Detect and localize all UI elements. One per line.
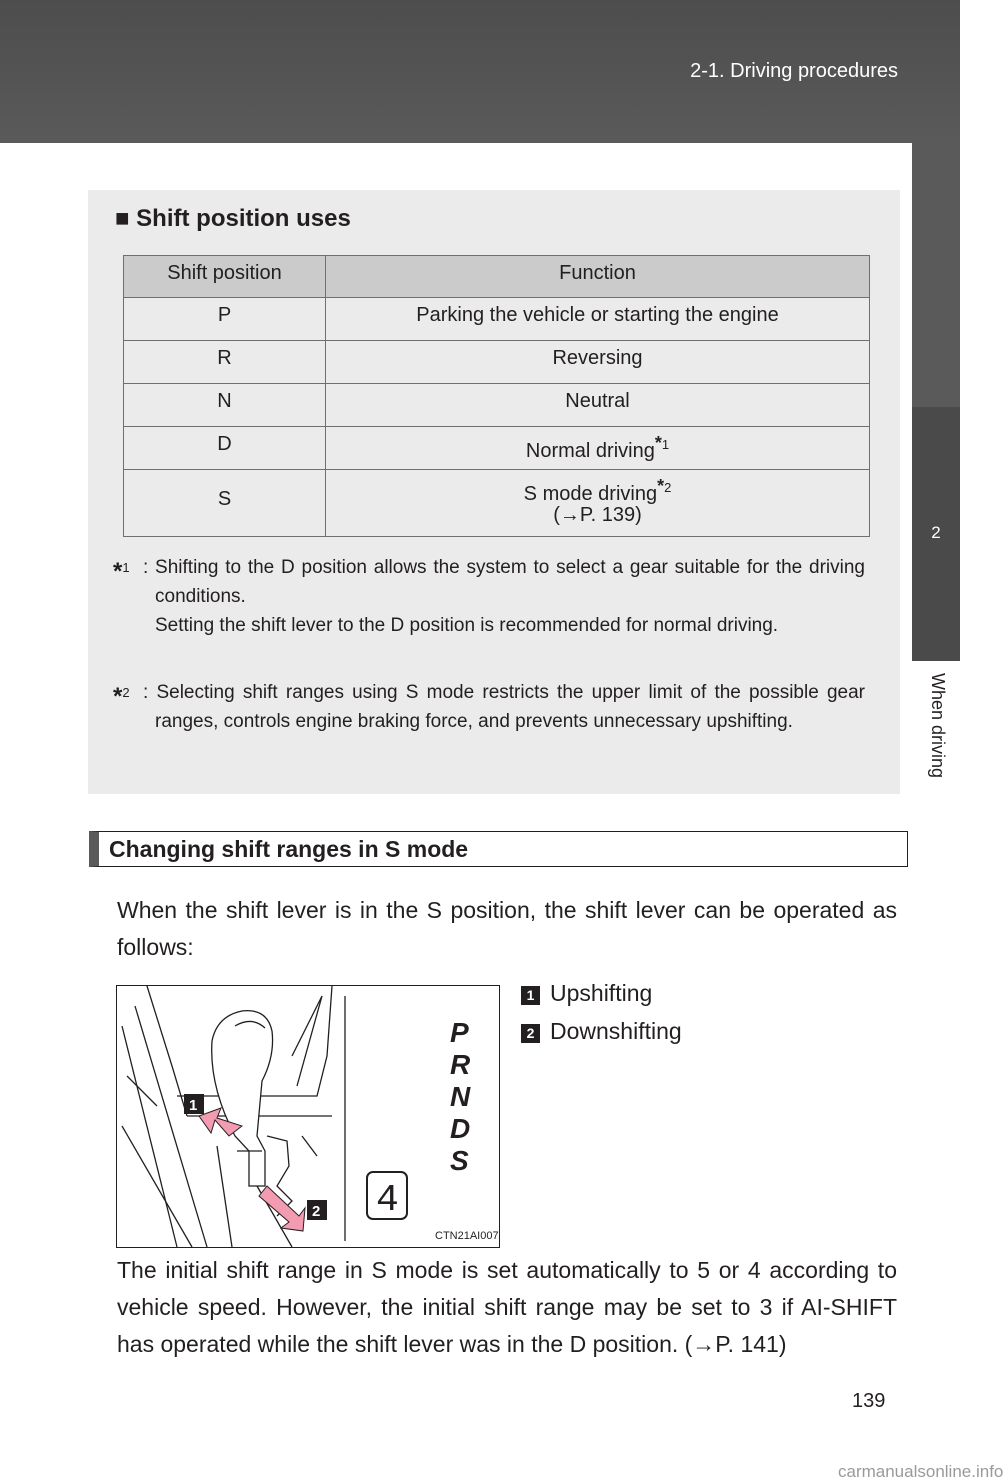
section-heading	[89, 831, 908, 867]
gear-letter-d: D	[450, 1113, 471, 1144]
column-header-function: Function	[326, 256, 870, 298]
legend-number: 1	[521, 986, 540, 1005]
legend-label: Downshifting	[550, 1018, 682, 1044]
page-reference-link[interactable]: (→P. 139)	[553, 504, 642, 526]
cell-function: Parking the vehicle or starting the engine	[326, 298, 870, 341]
info-box-title: ■ Shift position uses	[115, 205, 351, 232]
footnote-ref-number: 1	[661, 437, 670, 452]
footnote-marker: *$^1$	[113, 558, 130, 585]
chapter-side-tab[interactable]	[912, 143, 960, 1484]
intro-paragraph: When the shift lever is in the S position, the shift lever can be operated as follows:	[117, 897, 897, 960]
illustration-code: CTN21AI007	[435, 1230, 499, 1242]
downshift-arrow	[259, 1186, 305, 1231]
footnote-2	[113, 678, 865, 736]
cell-position: P	[124, 298, 326, 341]
side-tab-top	[912, 143, 960, 407]
shift-lever-drawing	[117, 986, 499, 1247]
gear-letter-n: N	[450, 1081, 471, 1112]
cell-function: Neutral	[326, 384, 870, 427]
cell-function: Reversing	[326, 341, 870, 384]
legend-item-downshifting	[521, 1018, 682, 1045]
cell-position: R	[124, 341, 326, 384]
cell-position	[124, 470, 326, 537]
footnote-text: : Selecting shift ranges using S mode restricts the upper limit of the possible gear ranges, controls engine braking force, and prevents unnecessary upshifting.	[143, 682, 865, 732]
chapter-label-tab	[912, 661, 960, 811]
gear-letter-p: P	[450, 1017, 469, 1048]
gear-letter-r: R	[450, 1049, 471, 1080]
column-header-shift-position: Shift position	[124, 256, 326, 298]
table-row	[124, 427, 870, 470]
legend-item-upshifting	[521, 980, 652, 1007]
position-text: S	[217, 488, 232, 510]
table-row	[124, 384, 870, 427]
table-header-row	[124, 256, 870, 298]
gear-position-letters	[450, 1017, 471, 1176]
legend-number: 2	[521, 1024, 540, 1043]
function-text: Normal driving	[525, 440, 655, 462]
section-heading-text: Changing shift ranges in S mode	[109, 836, 469, 862]
cell-position: N	[124, 384, 326, 427]
gear-letter-s: S	[450, 1145, 469, 1176]
cell-function	[326, 470, 870, 537]
table-row	[124, 470, 870, 537]
function-text: S mode driving	[523, 483, 658, 505]
legend-label: Upshifting	[550, 980, 653, 1006]
callout-2-label: 2	[312, 1203, 321, 1220]
table-row	[124, 298, 870, 341]
footnote-text: : Shifting to the D position allows the system to select a gear suitable for the driving conditions. Setting the shift lever to the D position is recommended for normal driving.	[143, 557, 865, 636]
callout-1-label: 1	[189, 1097, 198, 1114]
footnote-ref-number: 2	[664, 480, 672, 495]
table-row	[124, 341, 870, 384]
watermark[interactable]: carmanualsonline.info	[838, 1462, 1003, 1481]
footnote-marker: *$^2$	[113, 683, 130, 710]
section-title: 2-1. Driving procedures	[690, 60, 898, 82]
chapter-number: 2	[931, 523, 941, 542]
footnote-1	[113, 553, 865, 640]
cell-function	[326, 427, 870, 470]
closing-paragraph: The initial shift range in S mode is set automatically to 5 or 4 according to vehicle speed. However, the initial shift range may be set to 3 if AI-SHIFT has operated while the shift lever was in the D position. (→P. 141)	[117, 1257, 897, 1357]
footnote-ref-1[interactable]: *1	[654, 433, 670, 453]
footnote-ref-2[interactable]: *2	[657, 476, 672, 496]
chapter-label: When driving	[928, 673, 948, 779]
gear-display-digit: 4	[376, 1179, 399, 1222]
shift-position-table	[123, 255, 870, 537]
chapter-number-tab	[912, 407, 960, 661]
page-number: 139	[852, 1390, 886, 1412]
shift-lever-illustration	[116, 985, 500, 1248]
cell-position: D	[124, 427, 326, 470]
shift-position-info-box	[88, 190, 900, 794]
